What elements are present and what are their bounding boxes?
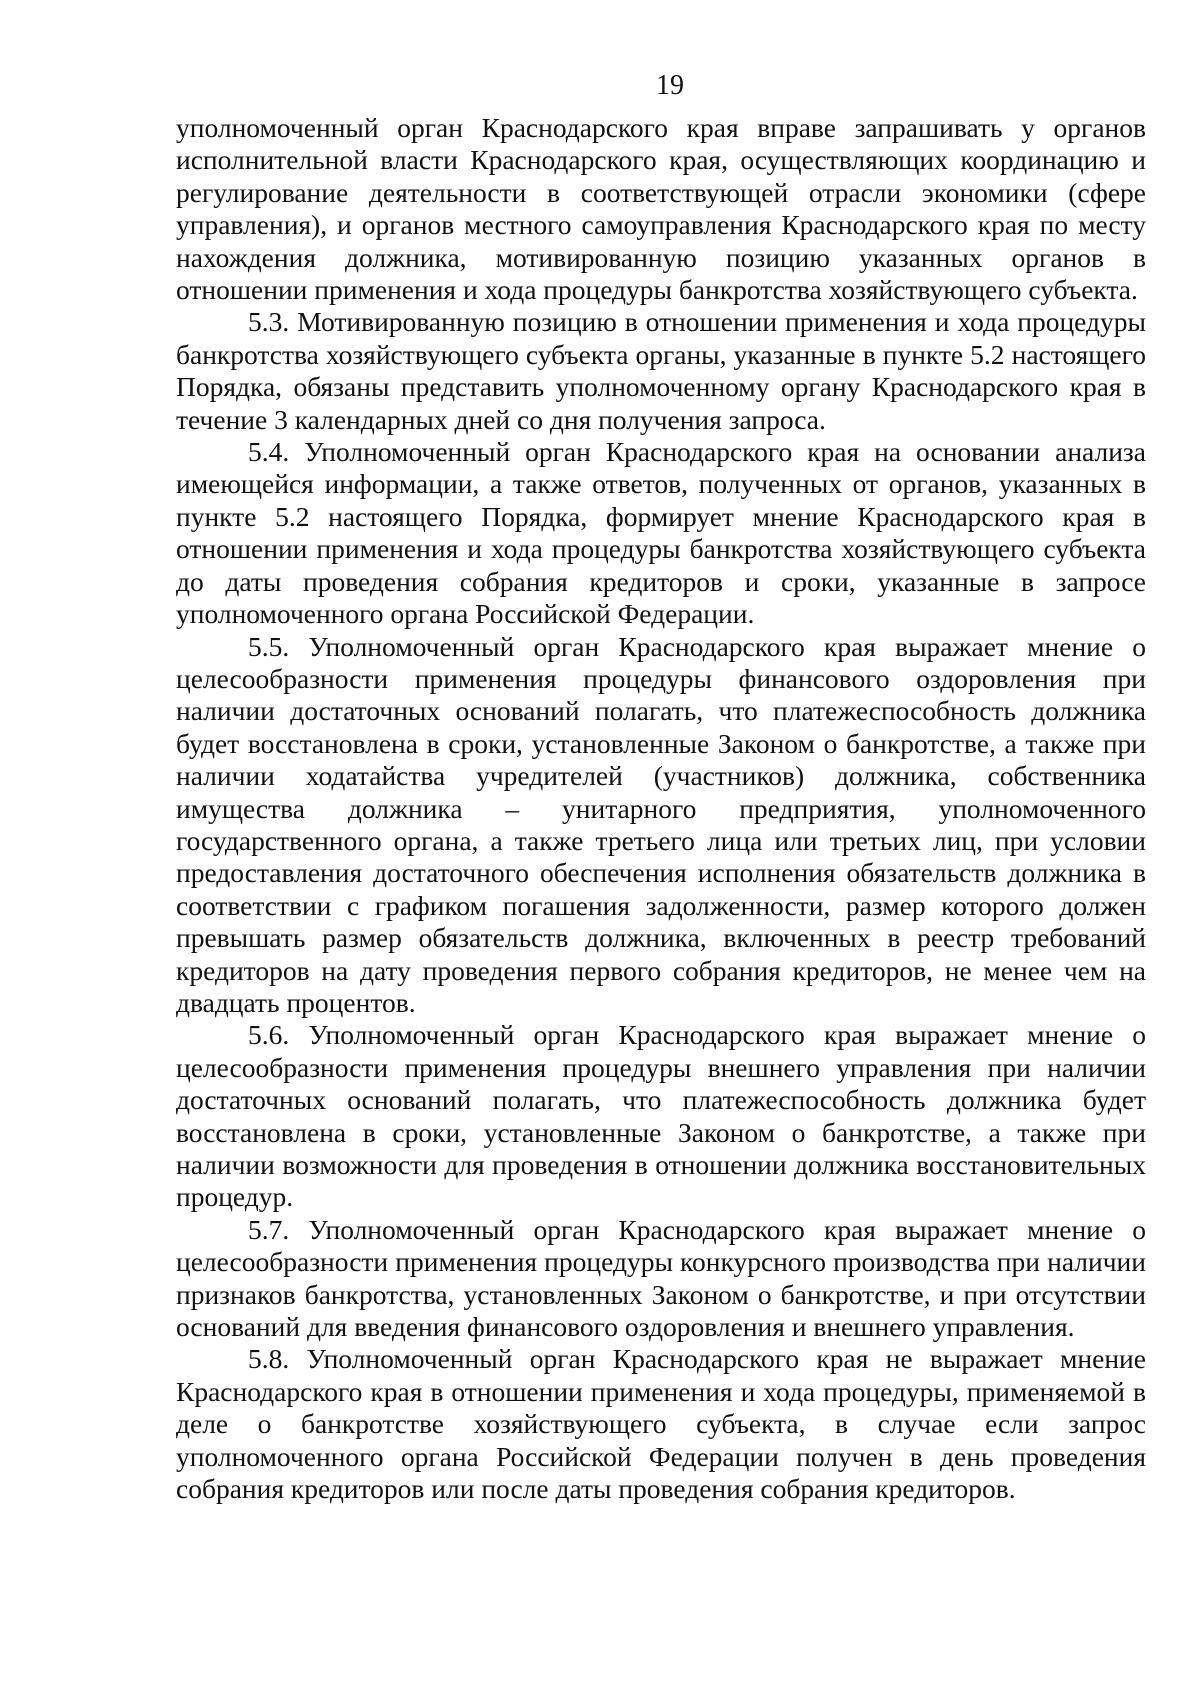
paragraph-5-7: 5.7. Уполномоченный орган Краснодарского края выражает мнение о целесообразности применения процедуры конкурсного производства при наличии признаков банкротства, установленных Законом о банкротстве, и при отсутствии оснований для введения финансового оздоровления и внешнего управления. xyxy=(176,1213,1146,1343)
paragraph-5-4: 5.4. Уполномоченный орган Краснодарского края на основании анализа имеющейся информации, а также ответов, полученных от органов, указанных в пункте 5.2 настоящего Порядка, формирует мнение Краснодарского края в отношении применения и хода процедуры банкротства хозяйствующего субъекта до даты проведения собрания кредиторов и сроки, указанные в запросе уполномоченного органа Российской Федерации. xyxy=(176,436,1146,630)
paragraph-5-8: 5.8. Уполномоченный орган Краснодарского края не выражает мнение Краснодарского края в отношении применения и хода процедуры, применяемой в деле о банкротстве хозяйствующего субъекта, в случае если запрос уполномоченного органа Российской Федерации получен в день проведения собрания кредиторов или после даты проведения собрания кредиторов. xyxy=(176,1343,1146,1505)
page-number: 19 xyxy=(656,70,684,101)
paragraph-5-6: 5.6. Уполномоченный орган Краснодарского края выражает мнение о целесообразности применения процедуры внешнего управления при наличии достаточных оснований полагать, что платежеспособность должника будет восстановлена в сроки, установленные Законом о банкротстве, а также при наличии возможности для проведения в отношении должника восстановительных процедур. xyxy=(176,1019,1146,1213)
document-body xyxy=(176,112,1146,1505)
paragraph-continuation: уполномоченный орган Краснодарского края вправе запрашивать у органов исполнительной власти Краснодарского края, осуществляющих координацию и регулирование деятельности в соответствующей отрасли экономики (сфере управления), и органов местного самоуправления Краснодарского края по месту нахождения должника, мотивированную позицию указанных органов в отношении применения и хода процедуры банкротства хозяйствующего субъекта. xyxy=(176,112,1146,306)
paragraph-5-5: 5.5. Уполномоченный орган Краснодарского края выражает мнение о целесообразности применения процедуры финансового оздоровления при наличии достаточных оснований полагать, что платежеспособность должника будет восстановлена в сроки, установленные Законом о банкротстве, а также при наличии ходатайства учредителей (участников) должника, собственника имущества должника – унитарного предприятия, уполномоченного государственного органа, а также третьего лица или третьих лиц, при условии предоставления достаточного обеспечения исполнения обязательств должника в соответствии с графиком погашения задолженности, размер которого должен превышать размер обязательств должника, включенных в реестр требований кредиторов на дату проведения первого собрания кредиторов, не менее чем на двадцать процентов. xyxy=(176,630,1146,1018)
paragraph-5-3: 5.3. Мотивированную позицию в отношении применения и хода процедуры банкротства хозяйствующего субъекта органы, указанные в пункте 5.2 настоящего Порядка, обязаны представить уполномоченному органу Краснодарского края в течение 3 календарных дней со дня получения запроса. xyxy=(176,306,1146,435)
